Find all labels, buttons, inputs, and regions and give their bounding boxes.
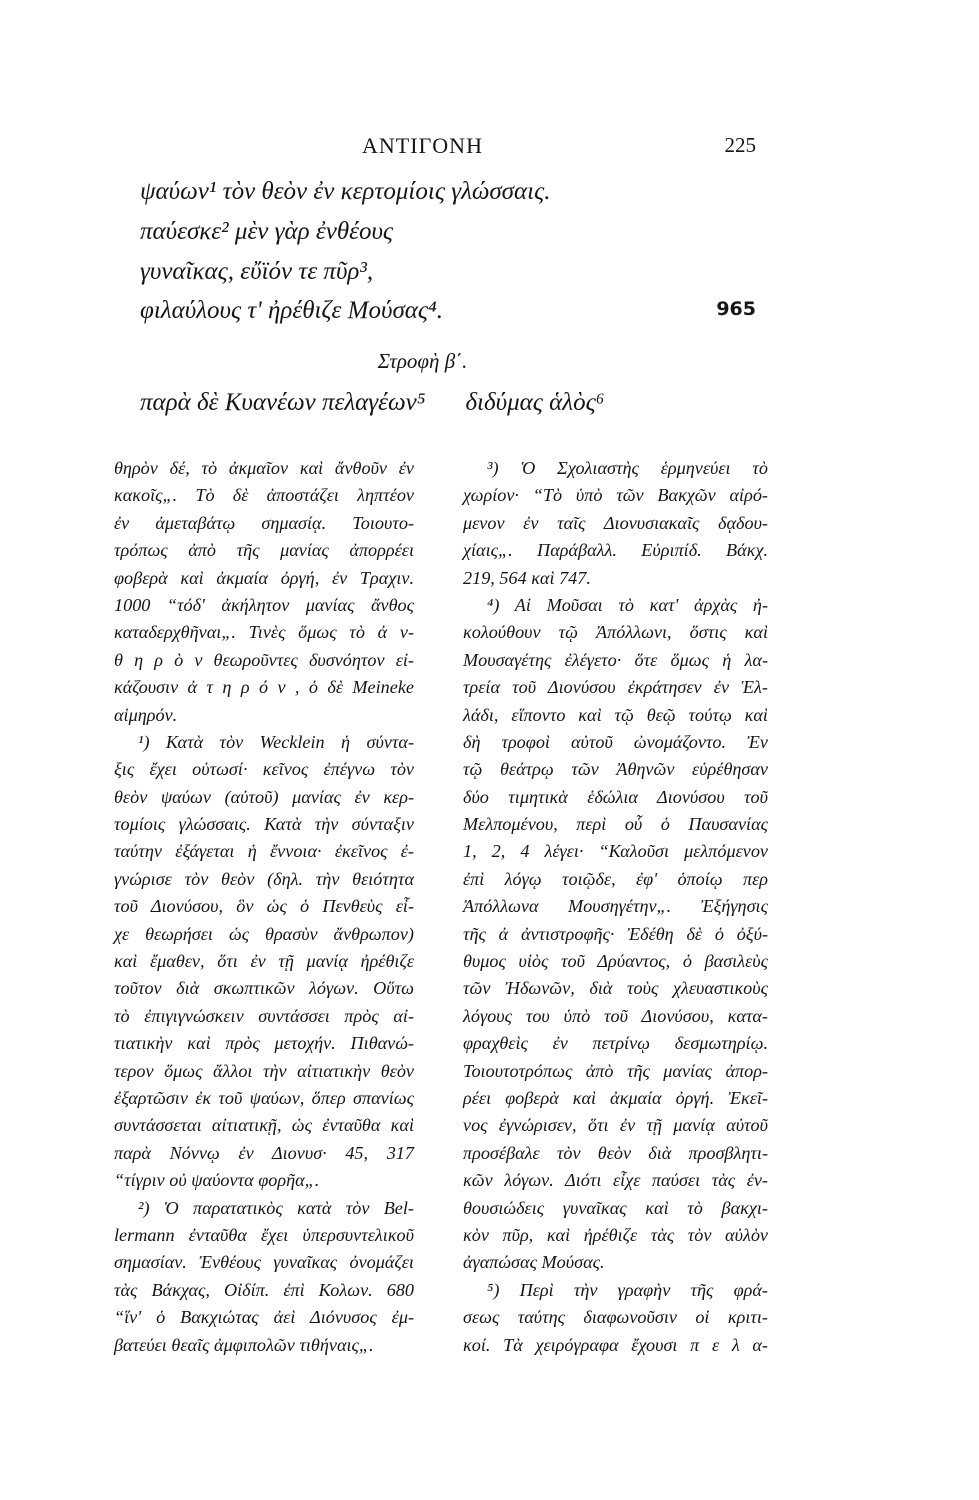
verse-line: ψαύων¹ τὸν θεὸν ἐν κερτομίοις γλώσσαις. — [140, 178, 551, 205]
commentary-line: τοῦ Διονύσου, ὃν ὡς ὁ Πενθεὺς εἶ- — [114, 896, 414, 917]
verse-line: φιλαύλους τ' ἠρέθιζε Μούσας⁴. — [140, 297, 443, 324]
commentary-line: χε θεωρήσει ὡς θρασὺν ἄνθρωπον) — [114, 923, 414, 944]
commentary-line: τῶν Ἠδωνῶν, διὰ τοὺς χλευαστικοὺς — [463, 978, 768, 999]
commentary-line: κακοῖς„. Τὸ δὲ ἀποστάζει ληπτέον — [114, 485, 414, 506]
commentary-line: παρὰ Νόννῳ ἐν Διονυσ· 45, 317 — [114, 1142, 414, 1163]
page-number: 225 — [724, 133, 756, 157]
commentary-line: θ η ρ ὸ ν θεωροῦντες δυσνόητον εἰ- — [114, 649, 414, 670]
commentary-line: χίαις„. Παράβαλλ. Εὐριπίδ. Βάκχ. — [463, 540, 768, 561]
commentary-line: φραχθεὶς ἐν πετρίνῳ δεσμωτηρίῳ. — [463, 1033, 768, 1054]
commentary-line: κολούθουν τῷ Ἀπόλλωνι, ὅστις καὶ — [463, 622, 768, 643]
commentary-line: 219, 564 καὶ 747. — [463, 567, 591, 588]
commentary-line: ρέει φοβερὰ καὶ ἀκμαία ὀργή. Ἐκεῖ- — [463, 1087, 768, 1108]
commentary-line: σημασίαν. Ἐνθέους γυναῖκας ὀνομάζει — [114, 1252, 414, 1273]
commentary-line: τῆς ἀ ἀντιστροφῆς· Ἐδέθη δὲ ὁ ὀξύ- — [463, 923, 768, 944]
commentary-line: ἐπὶ λόγῳ τοιῷδε, ἐφ' ὁποίῳ περ — [463, 868, 768, 889]
footnote-1-start: ¹) Κατὰ τὸν Wecklein ἡ σύντα- — [138, 731, 414, 752]
commentary-line: θουσιώδεις γυναῖκας καὶ τὸ βακχι- — [463, 1197, 768, 1218]
commentary-line: τιατικὴν καὶ πρὸς μετοχήν. Πιθανώ- — [114, 1033, 414, 1054]
strophe-line-part-a: παρὰ δὲ Κυανέων πελαγέων⁵ — [140, 389, 426, 416]
commentary-line: τοῦτον διὰ σκωπτικῶν λόγων. Οὕτω — [114, 978, 414, 999]
commentary-line: δὴ τροφοὶ αὐτοῦ ὠνομάζοντο. Ἐν — [463, 731, 768, 752]
commentary-line: 1, 2, 4 λέγει· “Καλοῦσι μελπόμενον — [463, 841, 768, 862]
commentary-line: αἱμηρόν. — [114, 704, 178, 725]
commentary-line: κάζουσιν ἀ τ η ρ ό ν , ὁ δὲ Meineke — [114, 677, 414, 698]
commentary-line: τομίοις γλώσσαις. Κατὰ τὴν σύνταξιν — [114, 814, 414, 835]
footnote-5-start: ⁵) Περὶ τὴν γραφὴν τῆς φρά- — [487, 1279, 768, 1300]
commentary-line: βατεύει θεαῖς ἀμφιπολῶν τιθήναις„. — [114, 1334, 374, 1355]
footnote-2-start: ²) Ὁ παρατατικὸς κατὰ τὸν Bel- — [138, 1197, 414, 1218]
commentary-line: θεὸν ψαύων (αὐτοῦ) μανίας ἐν κερ- — [114, 786, 414, 807]
commentary-line: συντάσσεται αἰτιατικῇ, ὡς ἐνταῦθα καὶ — [114, 1115, 414, 1136]
commentary-line: κὸν πῦρ, καὶ ἠρέθιζε τὰς τὸν αὐλὸν — [463, 1224, 768, 1245]
commentary-line: Τοιουτοτρόπως ἀπὸ τῆς μανίας ἀπορ- — [463, 1060, 768, 1081]
commentary-line: τρεία τοῦ Διονύσου ἐκράτησεν ἐν Ἑλ- — [463, 677, 768, 698]
commentary-line: δύο τιμητικὰ ἑδώλια Διονύσου τοῦ — [463, 786, 768, 807]
commentary-line: μενον ἐν ταῖς Διονυσιακαῖς δᾳδου- — [463, 512, 768, 533]
running-title: ΑΝΤΙΓΟΝΗ — [362, 133, 483, 158]
commentary-line: προσέβαλε τὸν θεὸν διὰ προσβλητι- — [463, 1142, 768, 1163]
commentary-line: Μελπομένου, περὶ οὗ ὁ Παυσανίας — [463, 814, 768, 835]
commentary-line: ξις ἔχει οὑτωσί· κεῖνος ἐπέγνω τὸν — [114, 759, 414, 780]
commentary-line: “τίγριν οὐ ψαύοντα φορῆα„. — [114, 1170, 320, 1191]
commentary-line: φοβερὰ καὶ ἀκμαία ὀργή, ἐν Τραχιν. — [114, 567, 414, 588]
footnote-3-start: ³) Ὁ Σχολιαστὴς ἑρμηνεύει τὸ — [487, 458, 768, 478]
commentary-left-column — [114, 455, 414, 1359]
commentary-line: ταύτην ἐξάγεται ἡ ἔννοια· ἐκεῖνος ἐ- — [114, 841, 414, 862]
commentary-line: 1000 “τόδ' ἀκήλητον μανίας ἄνθος — [114, 594, 414, 615]
commentary-line: ἐν ἀμεταβάτῳ σημασίᾳ. Τοιουτο- — [114, 512, 414, 533]
commentary-line: “ἵν' ὁ Βακχιώτας ἀεὶ Διόνυσος ἐμ- — [114, 1307, 414, 1328]
commentary-line: καταδερχθῆναι„. Τινὲς ὅμως τὸ ἀ ν- — [114, 622, 414, 643]
commentary-line: ἐξαρτῶσιν ἐκ τοῦ ψαύων, ὅπερ σπανίως — [114, 1087, 414, 1108]
commentary-line: κοί. Τὰ χειρόγραφα ἔχουσι π ε λ α- — [463, 1334, 768, 1355]
strophe-line-part-b: διδύμας ἁλὸς⁶ — [465, 389, 605, 416]
commentary-line: θυμος υἱὸς τοῦ Δρύαντος, ὁ βασιλεὺς — [463, 951, 768, 972]
commentary-line: τὰς Βάκχας, Οἰδίπ. ἐπὶ Κολων. 680 — [114, 1279, 414, 1300]
commentary-line: θηρὸν δέ, τὸ ἀκμαῖον καὶ ἄνθοῦν ἐν — [114, 458, 414, 478]
commentary-line: lermann ἐνταῦθα ἔχει ὑπερσυντελικοῦ — [114, 1224, 414, 1245]
commentary-line: λάδι, εἵποντο καὶ τῷ θεῷ τούτῳ καὶ — [463, 704, 768, 725]
commentary-line: κῶν λόγων. Διότι εἶχε παύσει τὰς ἐν- — [463, 1170, 768, 1191]
commentary-line: λόγους του ὑπὸ τοῦ Διονύσου, κατα- — [463, 1005, 768, 1026]
commentary-line: καὶ ἔμαθεν, ὅτι ἐν τῇ μανίᾳ ἠρέθιζε — [114, 951, 414, 972]
verse-line: παύεσκε² μὲν γὰρ ἐνθέους — [140, 218, 394, 245]
commentary-line: χωρίον· “Τὸ ὑπὸ τῶν Βακχῶν αἰρό- — [463, 485, 768, 506]
commentary-line: τῷ θεάτρῳ τῶν Ἀθηνῶν εὑρέθησαν — [463, 759, 768, 780]
commentary-line: τερον ὅμως ἄλλοι τὴν αἰτιατικὴν θεὸν — [114, 1060, 414, 1081]
commentary-line: ἀγαπώσας Μούσας. — [463, 1252, 605, 1273]
commentary-line: Ἀπόλλωνα Μουσηγέτην„. Ἐξήγησις — [463, 896, 768, 917]
commentary-right-column — [463, 455, 768, 1359]
strophe-first-line — [140, 389, 604, 417]
strophe-title: Στροφὴ β΄. — [377, 349, 468, 373]
commentary-line: Μουσαγέτης ἐλέγετο· ὅτε ὅμως ἡ λα- — [463, 649, 768, 670]
commentary-line: γνώρισε τὸν θεὸν (δηλ. τὴν θειότητα — [114, 868, 414, 889]
line-number: 965 — [716, 298, 756, 320]
verse-line: γυναῖκας, εὔϊόν τε πῦρ³, — [140, 258, 374, 285]
commentary-line: σεως ταύτης διαφωνοῦσιν οἱ κριτι- — [463, 1307, 768, 1328]
commentary-line: τὸ ἐπιγιγνώσκειν συντάσσει πρὸς αἰ- — [114, 1005, 414, 1026]
footnote-4-start: ⁴) Αἱ Μοῦσαι τὸ κατ' ἀρχὰς ἠ- — [487, 594, 768, 615]
commentary-line: τρόπως ἀπὸ τῆς μανίας ἀπορρέει — [114, 540, 414, 561]
commentary-line: νος ἐγνώρισεν, ὅτι ἐν τῇ μανίᾳ αὐτοῦ — [463, 1115, 768, 1136]
